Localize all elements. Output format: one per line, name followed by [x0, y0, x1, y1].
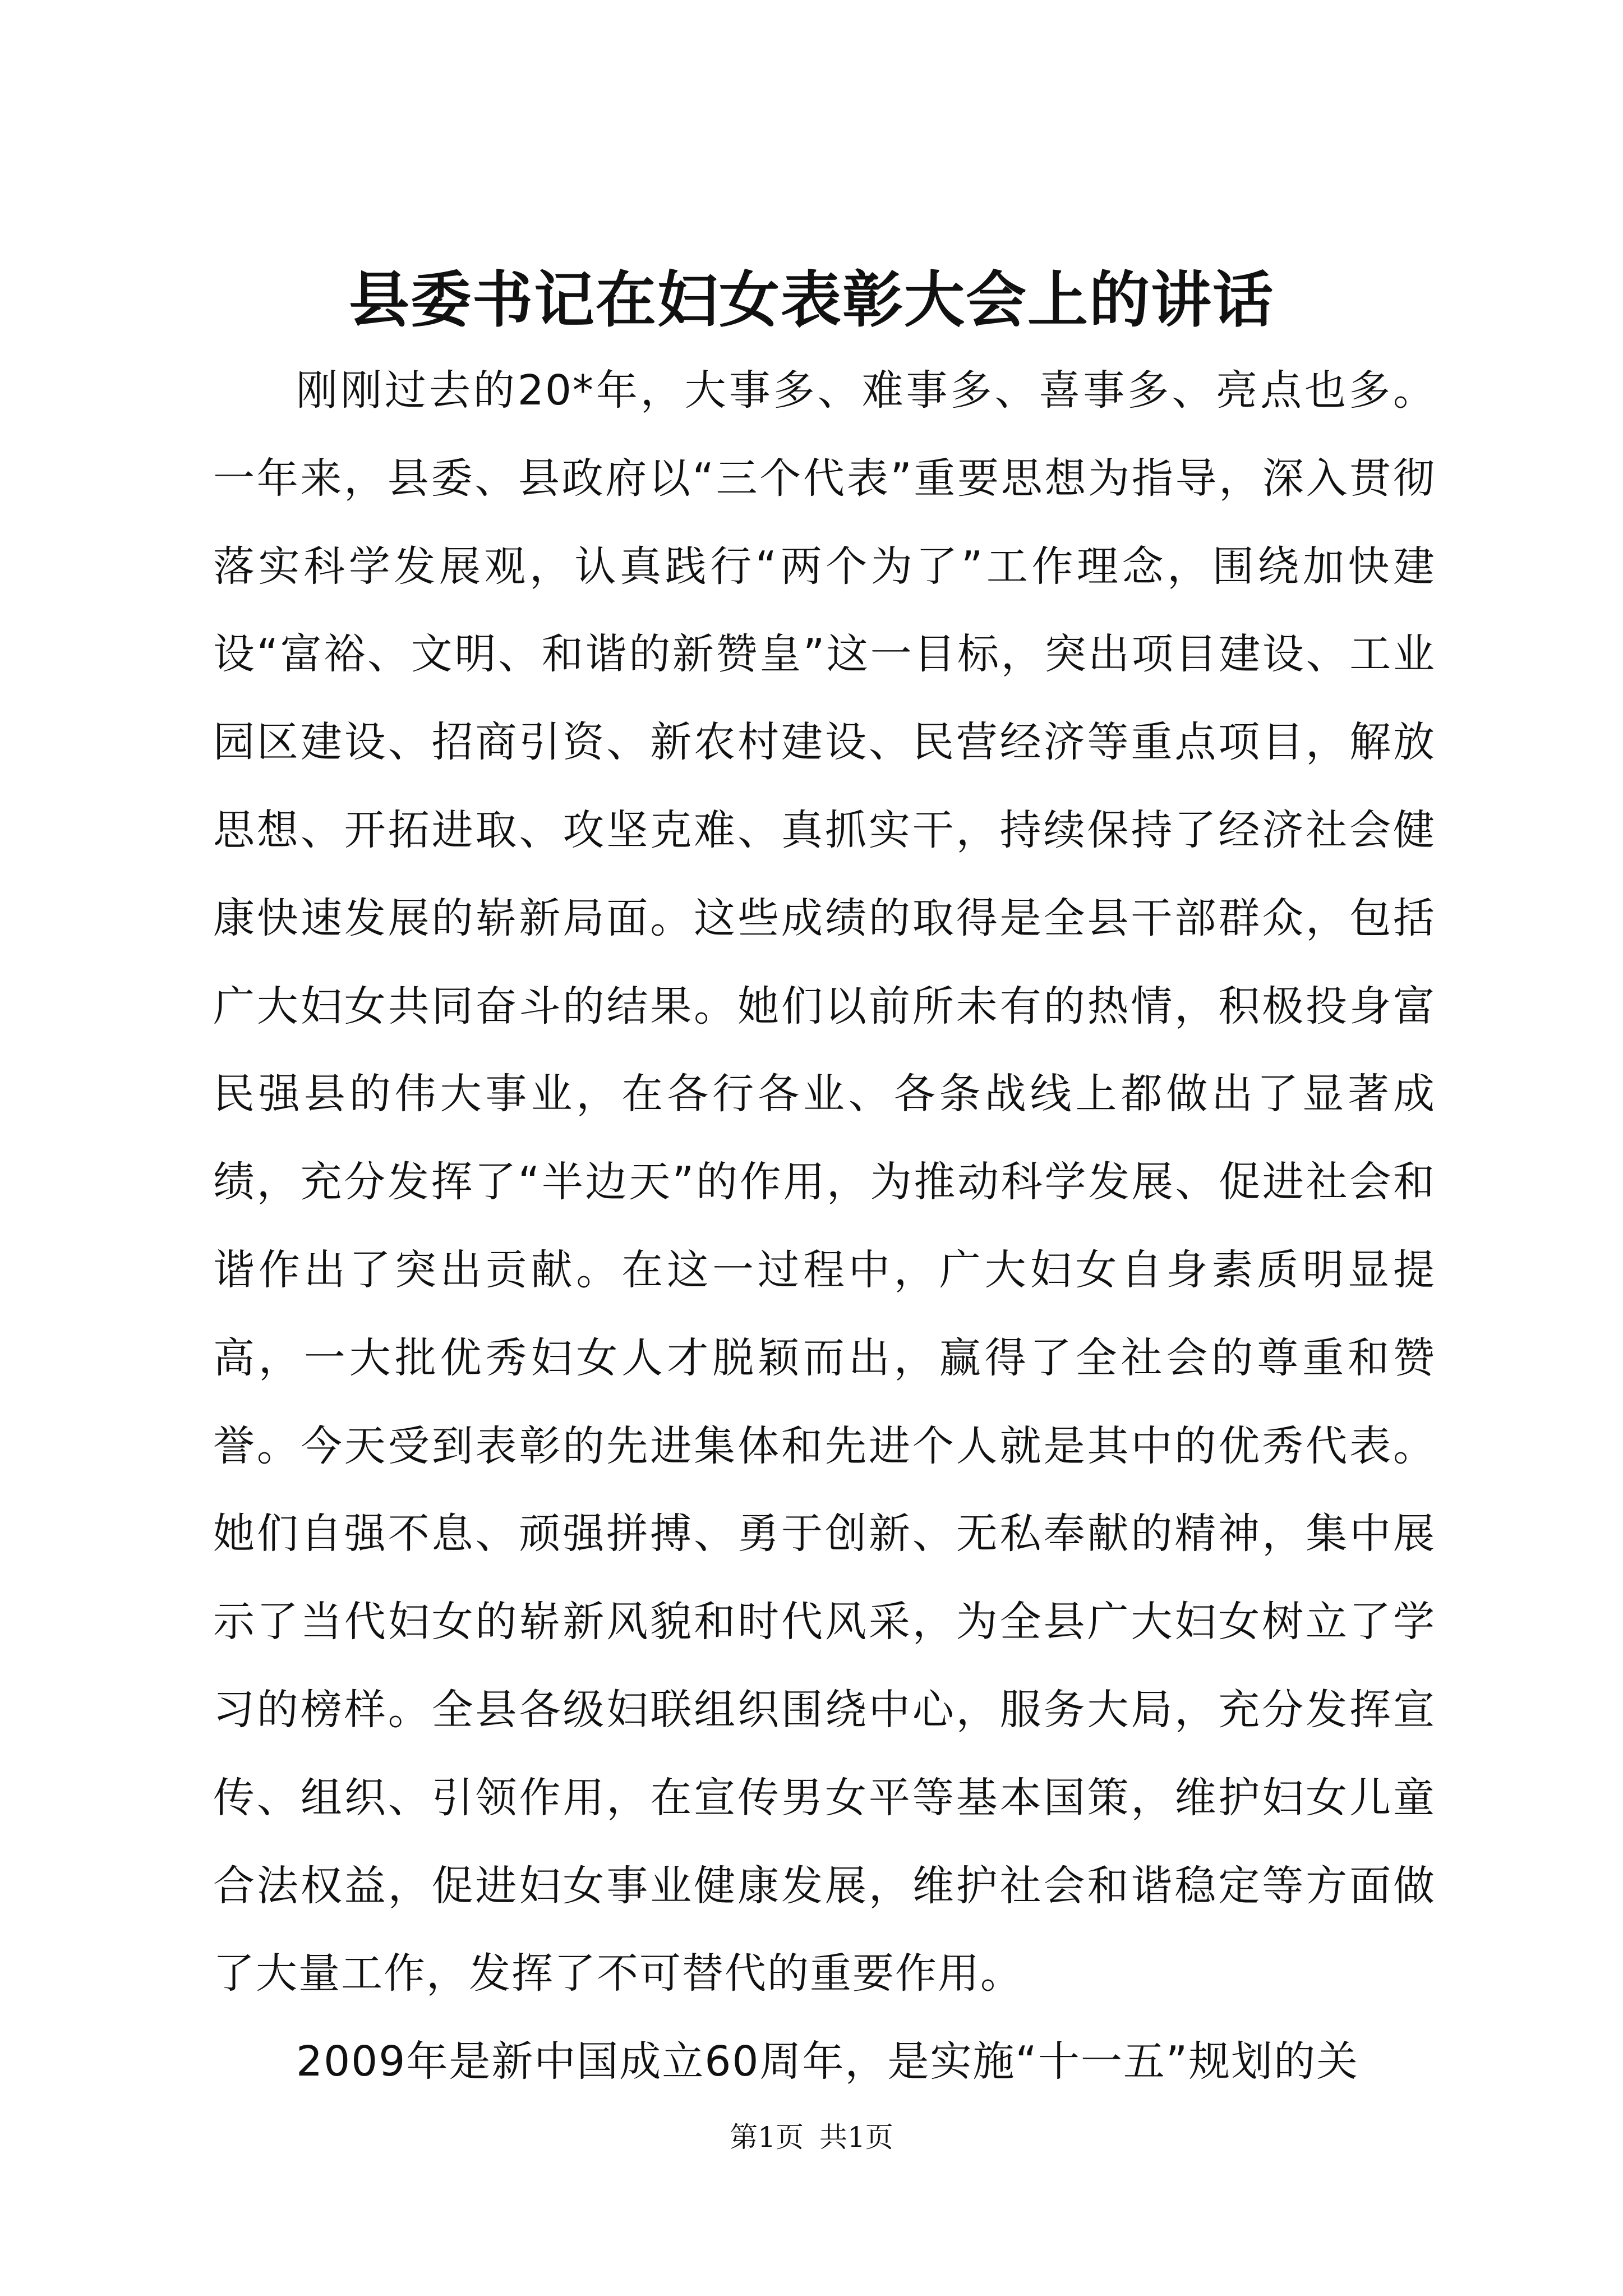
body-paragraph: 刚刚过去的20*年，大事多、难事多、喜事多、亮点也多。一年来，县委、县政府以“三个代表”重要思想为指导，深入贯彻落实科学发展观，认真践行“两个为了”工作理念，围绕加快建设“富裕、文明、和谐的新赞皇”这一目标，突出项目建设、工业园区建设、招商引资、新农村建设、民营经济等重点项目，解放思想、开拓进取、攻坚克难、真抓实干，持续保持了经济社会健康快速发展的崭新局面。这些成绩的取得是全县干部群众，包括广大妇女共同奋斗的结果。她们以前所未有的热情，积极投身富民强县的伟大事业，在各行各业、各条战线上都做出了显著成绩，充分发挥了“半边天”的作用，为推动科学发展、促进社会和谐作出了突出贡献。在这一过程中，广大妇女自身素质明显提高，一大批优秀妇女人才脱颖而出，赢得了全社会的尊重和赞誉。今天受到表彰的先进集体和先进个人就是其中的优秀代表。她们自强不息、顽强拼搏、勇于创新、无私奉献的精神，集中展示了当代妇女的崭新风貌和时代风采，为全县广大妇女树立了学习的榜样。全县各级妇联组织围绕中心，服务大局，充分发挥宣传、组织、引领作用，在宣传男女平等基本国策，维护妇女儿童合法权益，促进妇女事业健康发展，维护社会和谐稳定等方面做了大量工作，发挥了不可替代的重要作用。	[213, 366, 1436, 1998]
page-number: 第1页	[730, 2121, 804, 2154]
document-body	[213, 347, 1436, 2106]
body-paragraph: 2009年是新中国成立60周年，是实施“十一五”规划的关	[296, 2037, 1359, 2086]
document-title: 县委书记在妇女表彰大会上的讲话	[348, 265, 1274, 335]
page-total: 共1页	[819, 2121, 893, 2154]
page-footer	[0, 2118, 1623, 2157]
